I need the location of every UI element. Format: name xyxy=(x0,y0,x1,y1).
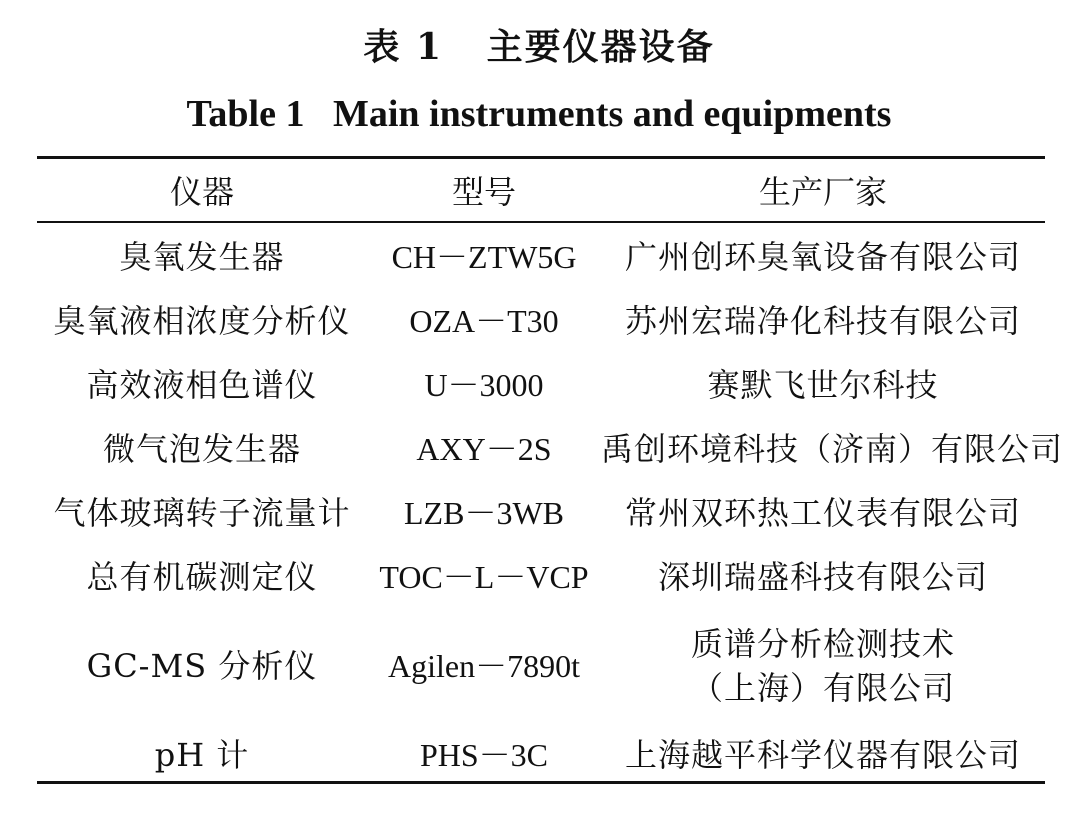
instrument-cell: 高效液相色谱仪 xyxy=(86,366,318,404)
manufacturer-line: （上海）有限公司 xyxy=(690,669,955,707)
model-cell: TOC－L－VCP xyxy=(379,559,589,595)
table-title-english: Table 1 Main instruments and equipments xyxy=(186,93,892,135)
manufacturer-cell: 苏州宏瑞净化科技有限公司 xyxy=(624,302,1021,340)
manufacturer-cell: 常州双环热工仪表有限公司 xyxy=(624,494,1021,532)
manufacturer-cell: 广州创环臭氧设备有限公司 xyxy=(624,238,1021,276)
model-cell: PHS－3C xyxy=(419,737,549,773)
instrument-cell: 臭氧液相浓度分析仪 xyxy=(53,302,351,340)
header-manufacturer: 生产厂家 xyxy=(758,173,887,211)
table-row xyxy=(37,221,1045,289)
table-row xyxy=(37,417,1045,481)
manufacturer-line: 质谱分析检测技术 xyxy=(690,625,955,663)
instrument-cell: 总有机碳测定仪 xyxy=(86,558,318,596)
table-row xyxy=(37,481,1045,545)
model-cell: CH－ZTW5G xyxy=(391,239,577,275)
instrument-cell: pH 计 xyxy=(154,736,250,774)
manufacturer-cell: 深圳瑞盛科技有限公司 xyxy=(657,558,988,596)
instrument-cell: 微气泡发生器 xyxy=(102,430,301,468)
model-cell: AXY－2S xyxy=(416,431,552,467)
instrument-cell: 臭氧发生器 xyxy=(119,238,285,276)
header-instrument: 仪器 xyxy=(169,173,234,211)
manufacturer-cell: 禹创环境科技（济南）有限公司 xyxy=(601,430,1064,468)
table-row xyxy=(37,545,1045,609)
instruments-table xyxy=(37,159,1064,787)
manufacturer-cell: 上海越平科学仪器有限公司 xyxy=(624,736,1021,774)
instrument-cell: 气体玻璃转子流量计 xyxy=(53,494,351,532)
manufacturer-cell xyxy=(601,609,1045,723)
table-row xyxy=(37,609,1045,723)
model-cell: OZA－T30 xyxy=(409,303,559,339)
manufacturer-cell: 赛默飞世尔科技 xyxy=(707,366,939,404)
table-header-row xyxy=(37,159,1045,221)
header-model: 型号 xyxy=(451,173,516,211)
model-cell: U－3000 xyxy=(424,367,544,403)
table-row xyxy=(37,353,1045,417)
model-cell: Agilen－7890t xyxy=(388,648,580,684)
table-row xyxy=(37,723,1045,787)
model-cell: LZB－3WB xyxy=(404,495,564,531)
table-title-chinese: 表 1 主要仪器设备 xyxy=(363,26,715,68)
table-row xyxy=(37,289,1045,353)
instrument-cell: GC-MS 分析仪 xyxy=(86,647,318,685)
